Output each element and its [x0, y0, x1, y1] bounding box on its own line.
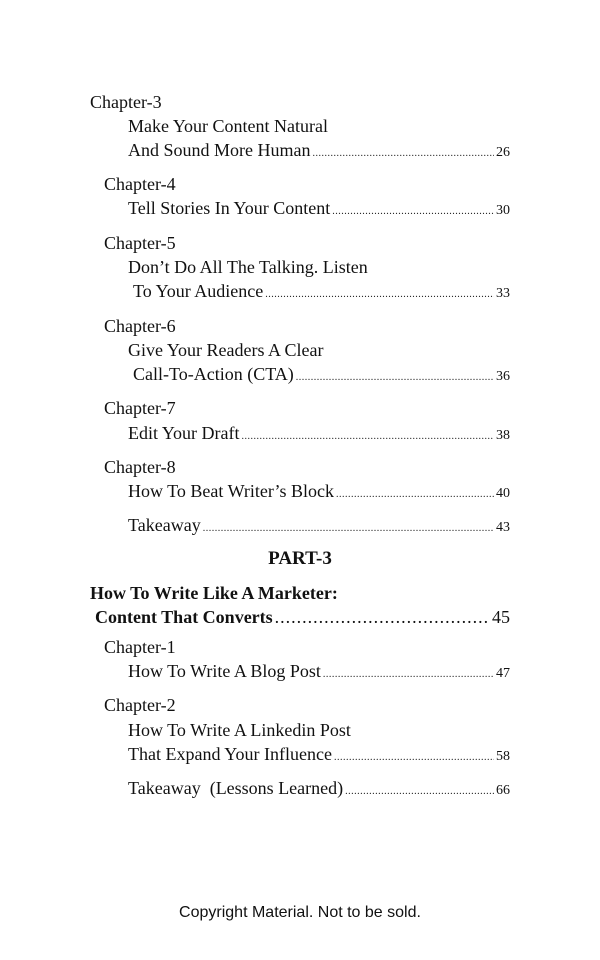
chapter-7-title: Edit Your Draft: [128, 423, 240, 443]
chapter-3-page: 26: [496, 145, 510, 160]
copyright-footer: Copyright Material. Not to be sold.: [179, 904, 421, 921]
chapter-4-label: Chapter-4: [104, 174, 176, 194]
leader-dots: [332, 206, 494, 217]
leader-dots: [265, 289, 494, 300]
part-3-title-line2: Content That Converts: [95, 607, 273, 627]
leader-dots: [275, 607, 490, 628]
toc-entry-part-3-chapter-1[interactable]: [128, 661, 510, 682]
part-3-takeaway-page: 66: [496, 783, 510, 798]
part-3-takeaway-title: Takeaway (Lessons Learned): [128, 778, 344, 798]
leader-dots: [334, 752, 494, 763]
chapter-3-title-line2: And Sound More Human: [128, 140, 311, 160]
toc-entry-takeaway[interactable]: [128, 515, 510, 536]
toc-entry-part-3[interactable]: [95, 607, 510, 628]
chapter-6-title-line2: Call-To-Action (CTA): [133, 364, 294, 384]
chapter-4-title: Tell Stories In Your Content: [128, 198, 331, 218]
part-3-chapter-1-page: 47: [496, 666, 510, 681]
leader-dots: [313, 148, 495, 159]
chapter-8-page: 40: [496, 486, 510, 501]
toc-entry-chapter-5[interactable]: [133, 281, 510, 302]
takeaway-title: Takeaway: [128, 515, 201, 535]
chapter-6-page: 36: [496, 369, 510, 384]
part-3-chapter-2-page: 58: [496, 749, 510, 764]
chapter-6-label: Chapter-6: [104, 316, 176, 336]
chapter-5-label: Chapter-5: [104, 233, 176, 253]
part-3-chapter-2-title-line2: That Expand Your Influence: [128, 744, 332, 764]
leader-dots: [242, 431, 495, 442]
chapter-5-title-line1: Don’t Do All The Talking. Listen: [128, 257, 368, 277]
part-3-chapter-1-label: Chapter-1: [104, 637, 176, 657]
part-3-chapter-2-label: Chapter-2: [104, 695, 176, 715]
chapter-7-label: Chapter-7: [104, 398, 176, 418]
toc-entry-chapter-3[interactable]: [128, 140, 510, 161]
part-3-title-line1: How To Write Like A Marketer:: [90, 583, 338, 603]
leader-dots: [345, 786, 494, 797]
chapter-3-label: Chapter-3: [90, 92, 162, 112]
chapter-5-title-line2: To Your Audience: [133, 281, 264, 301]
part-3-heading: PART-3: [268, 548, 332, 569]
chapter-4-page: 30: [496, 203, 510, 218]
part-3-page: 45: [492, 607, 510, 627]
leader-dots: [323, 669, 494, 680]
part-3-chapter-2-title-line1: How To Write A Linkedin Post: [128, 720, 351, 740]
toc-entry-chapter-7[interactable]: [128, 423, 510, 444]
chapter-8-title: How To Beat Writer’s Block: [128, 481, 334, 501]
toc-entry-chapter-8[interactable]: [128, 481, 510, 502]
toc-entry-part-3-chapter-2[interactable]: [128, 744, 510, 765]
toc-entry-part-3-takeaway[interactable]: [128, 778, 510, 799]
chapter-5-page: 33: [496, 286, 510, 301]
chapter-7-page: 38: [496, 428, 510, 443]
leader-dots: [336, 489, 494, 500]
takeaway-page: 43: [496, 520, 510, 535]
leader-dots: [296, 372, 494, 383]
toc-entry-chapter-6[interactable]: [133, 364, 510, 385]
part-3-chapter-1-title: How To Write A Blog Post: [128, 661, 321, 681]
toc-entry-chapter-4[interactable]: [128, 198, 510, 219]
leader-dots: [203, 523, 494, 534]
chapter-8-label: Chapter-8: [104, 457, 176, 477]
chapter-6-title-line1: Give Your Readers A Clear: [128, 340, 324, 360]
chapter-3-title-line1: Make Your Content Natural: [128, 116, 328, 136]
